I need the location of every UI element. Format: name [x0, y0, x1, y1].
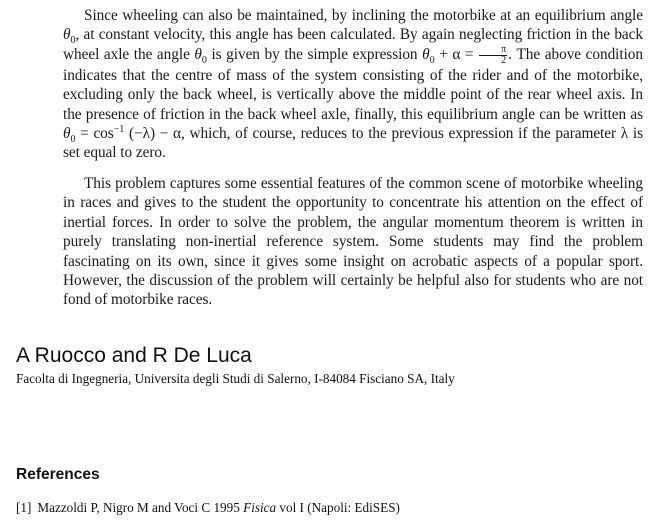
references-heading: References	[16, 466, 100, 483]
math-theta: θ	[422, 45, 430, 63]
math-expression: + α =	[434, 45, 479, 63]
text-span: is set equal to zero.	[63, 125, 643, 162]
math-theta: θ	[63, 26, 71, 44]
math-subscript: 0	[70, 35, 76, 47]
math-lambda: λ	[620, 125, 629, 143]
text-span: . The above condition indicates that the centre of mass of the system consisting of the rider and of the motorbike, excluding only the back wheel, is vertically above the middle point of the rear wheel axis. In the presence of friction in the back wheel axle, finally, this equilibrium angle can be written as	[63, 45, 643, 123]
math-subscript: 0	[201, 54, 207, 66]
text-span: is given by the simple expression	[206, 45, 423, 63]
text-span: , which, of course, reduces to the previous expression if the parameter	[180, 125, 621, 143]
math-superscript: −1	[113, 123, 125, 135]
reference-number: [1]	[16, 500, 32, 515]
author-names: A Ruocco and R De Luca	[16, 344, 252, 367]
text-span: , at constant velocity, this angle has been calculated. By again neglecting friction in the back wheel axle the angle	[63, 26, 643, 63]
reference-authors: Mazzoldi P, Nigro M and Voci C 1995	[37, 500, 244, 515]
math-theta: θ	[63, 125, 71, 143]
reference-title: Fisica	[243, 500, 277, 515]
math-fraction: $\frac{\pi}{2}$	[479, 45, 507, 66]
body-paragraph-1	[63, 6, 643, 163]
text-span: Since wheeling can also be maintained, by inclining the motorbike at an equilibrium angle	[84, 7, 643, 24]
math-expression: = cos	[75, 125, 114, 143]
math-expression: (−λ) − α	[124, 125, 181, 143]
reference-item	[16, 500, 400, 516]
math-subscript: 0	[429, 54, 435, 66]
math-theta: θ	[194, 45, 202, 63]
body-paragraph-2: This problem captures some essential features of the common scene of motorbike wheeling in races and gives to the student the opportunity to concentrate his attention on the effect of inertial forces. In order to solve the problem, the angular momentum theorem is written in purely translating non-inertial reference system. Some students may find the problem fascinating on its own, since it gives some insight on acrobatic aspects of a popular sport. However, the discussion of the problem will certainly be helpful also for students who are not fond of motorbike races.	[63, 175, 643, 309]
math-subscript: 0	[70, 134, 76, 146]
reference-details: vol I (Napoli: EdiSES)	[276, 500, 400, 515]
author-affiliation: Facolta di Ingegneria, Universita degli Studi di Salerno, I-84084 Fisciano SA, Italy	[16, 371, 455, 386]
